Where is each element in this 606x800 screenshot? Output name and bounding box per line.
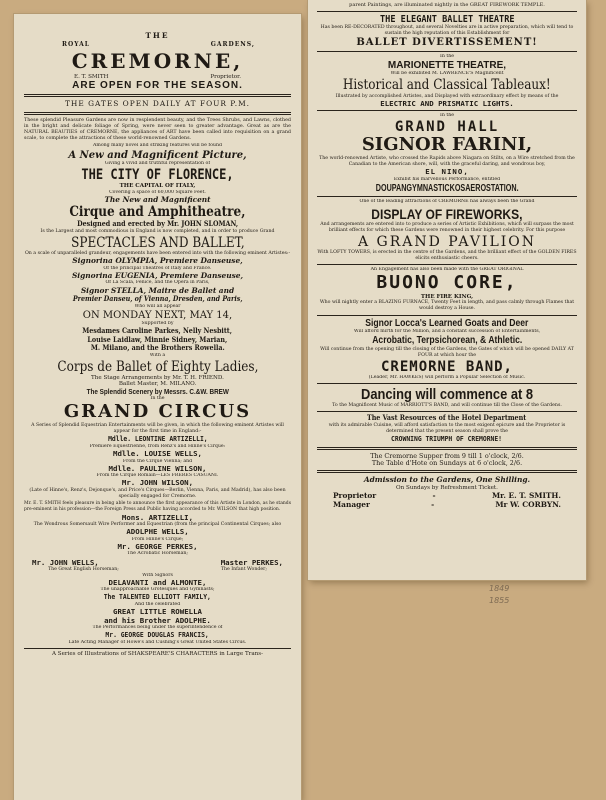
john-wells-subtitle: The Great English Horseman;	[48, 566, 119, 572]
ballet-master: Ballet Master, M. MILANO.	[118, 381, 197, 388]
cremorne-band: CREMORNE BAND,	[380, 358, 513, 375]
giving-line: Giving a vivid and truthful representation of	[104, 161, 211, 167]
ballet-theatre: THE ELEGANT BALLET THEATRE	[379, 13, 515, 25]
in-the-1: In the	[439, 53, 455, 59]
locca-goats: Signor Locca's Learned Goats and Deer	[365, 317, 529, 329]
divider	[317, 51, 577, 52]
cuisine-text: with its admirable Cuisine, will afford satisfaction to the most exigent epicure and the Proprietor is determined that the present season shall prove the	[328, 422, 566, 435]
admission-line: Admission to the Gardens, One Shilling.	[363, 476, 531, 485]
superintendence-line: The Performances being under the superintendence of	[92, 625, 223, 631]
engagement-line: An Engagement has also been made with the GREAT ORIGINAL	[370, 267, 524, 273]
one-of-line: One of the leading attractions of CREMORNE has always been the Grand	[359, 199, 535, 205]
adolphe-subtitle: From Hinne's Cirque;	[131, 536, 184, 542]
gates-open: THE GATES OPEN DAILY AT FOUR P.M.	[64, 100, 251, 109]
eugenia-subtitle: Of La Scala, Fenice, and the Opera in Paris,	[105, 280, 210, 286]
marionette-theatre: MARIONETTE THEATRE,	[387, 59, 507, 71]
master-perkes: Master PERKES,	[220, 557, 283, 567]
redecorated-text: Has been RE-DECORATED throughout, and several Novelties are in active preparation, which will tend to sustain the high reputation of this Establishment for	[320, 25, 574, 37]
leontine: Mdlle. LEONTINE ARTIZELLI,	[107, 435, 208, 444]
designed-by: Designed and erected by Mr. JOHN SLOMAN,	[77, 220, 238, 229]
divider	[317, 411, 577, 412]
royal-label: ROYAL	[62, 40, 90, 48]
locca-subtitle: Will afford mirth for the Million, and a constant succession of Entertainments,	[353, 329, 541, 335]
olympia-subtitle: Of the principal Theatres of Italy and France.	[103, 265, 212, 271]
proprietor-row-label: Proprietor	[333, 491, 377, 501]
vast-resources: The Vast Resources of the Hotel Department	[367, 414, 527, 423]
acrobatic-line: Acrobatic, Terpsichorean, & Athletic.	[371, 335, 523, 347]
grand-hall: GRAND HALL	[394, 119, 500, 136]
divider	[317, 315, 577, 316]
sundays-line: On Sundays by Refreshment Ticket.	[396, 484, 498, 491]
master-perkes-subtitle: The Infant Wonder;	[220, 566, 267, 572]
divider	[317, 383, 577, 384]
new-picture: A New and Magnificent Picture,	[68, 149, 247, 161]
buono-core: BUONO CORE,	[376, 273, 518, 294]
divider	[24, 112, 291, 115]
among-line: Among many novel and striking features will be found	[93, 143, 222, 149]
cirque-amphitheatre: Cirque and Amphitheatre,	[69, 204, 246, 221]
with-signors: With Signors	[142, 572, 173, 578]
gardens-label: GARDENS,	[210, 40, 255, 48]
george-subtitle: The Acrobatic Horseman;	[127, 551, 188, 557]
divider	[317, 196, 577, 197]
covering-line: Covering a space of 60,000 Square Feet.	[109, 189, 206, 195]
manager-dash: -	[431, 500, 435, 510]
john-wells: Mr. JOHN WELLS,	[32, 557, 99, 567]
brother-adolphe: and his Brother ADOLPHE.	[104, 616, 211, 625]
divider	[317, 110, 577, 111]
open-season: ARE OPEN FOR THE SEASON.	[72, 79, 243, 91]
mons-artizelli: Mons. ARTIZELLI,	[121, 513, 194, 522]
city-of-florence: THE CITY OF FLORENCE,	[81, 167, 234, 184]
manager-label: Manager	[333, 500, 370, 510]
proprietor-dash: -	[432, 491, 436, 501]
manager-row	[317, 500, 577, 509]
crowning-triumph: CROWNING TRIUMPH OF CREMORNE!	[391, 435, 503, 444]
towers-text: With LOFTY TOWERS, is erected in the centre of the Gardens, and the brilliant effect of the GOLDEN FIRES elicits enthusiastic cheers.	[317, 249, 577, 262]
handwritten-year-1849: 1849	[489, 584, 510, 593]
leader-line: (Leader, Mr. HAWKES) will perform a Popular Selection of Music.	[368, 374, 526, 380]
series-line: A Series of Splendid Equestrian Entertainments will be given, in which the following eminent Artistes will appear for the first time in England:-	[31, 423, 284, 435]
largest-line: Is the Largest and most commodious in England is now completed, and in order to produce Grand	[40, 228, 275, 234]
divider	[24, 94, 291, 97]
proprietor-row	[317, 491, 577, 500]
leontine-subtitle: Premiere Equestrienne, from Renz's and Hinne's Cirque:	[89, 443, 226, 449]
proprietor-name: E. T. SMITH	[74, 73, 109, 80]
display-fireworks: DISPLAY OF FIREWORKS,	[371, 205, 523, 222]
delavanti-subtitle: The unapproachable Grotesques and Gymnasts;	[100, 587, 215, 593]
cast-line-1: Mesdames Caroline Parkes, Nelly Nesbitt,	[82, 327, 233, 336]
continue-text: Will continue from the opening till the closing of the Gardens, the Gates of which will be opened DAILY AT FOUR at which hour the	[320, 346, 574, 358]
doupang-title: DOUPANGYMNASTICKOSAEROSTATION.	[375, 182, 519, 194]
table-dhote-line: The Table d'Hote on Sundays at 6 o'clock, 2/6.	[371, 460, 523, 468]
corps-de-ballet: Corps de Ballet of Eighty Ladies,	[56, 358, 259, 375]
cast-line-2: Louise Laidlaw, Minnie Sidney, Marian,	[87, 335, 228, 344]
wells-perkes-row	[24, 558, 291, 567]
the-heading: THE	[145, 32, 170, 40]
smith-note: Mr. E. T. SMITH feels pleasure in being able to announce the first appearance of this Artiste in London, as he stands pre-eminent in his profession—the Foreign Press and Public having accorded to Mr. WILSON that high position.	[24, 500, 291, 512]
artiste-stella: Signor STELLA, Maitre de Ballet and	[80, 286, 235, 295]
arrangements-text: And arrangements are entered into to produce a series of Artistic Exhibitions, which will surpass the most brilliant effects for which these Gardens were renowned in their highest celebrity. For this purpose	[320, 221, 574, 233]
elliott-family: The TALENTED ELLIOTT FAMILY,	[103, 593, 212, 602]
manager-name: Mr W. CORBYN.	[495, 500, 561, 510]
with-a: With a	[149, 352, 166, 358]
pauline-subtitle: From the Cirque Romain—LES FRERES CASUANI.	[96, 473, 219, 479]
exhibited-line: Will be exhibited M. LAWRENCE'S Magnificent	[390, 71, 504, 77]
artiste-olympia: Signorina OLYMPIA, Premiere Danseuse,	[72, 257, 243, 266]
marriott-text: To the Magnificent Music of MARRIOTT'S BAND, and will continue till the Close of the Gardens.	[332, 403, 562, 409]
left-playbill	[14, 14, 301, 800]
supper-line: The Cremorne Supper from 9 till 1 o'clock, 2/6.	[370, 452, 524, 460]
continued-top: parent Paintings, are illuminated nightly in the GREAT FIREWORK TEMPLE.	[349, 2, 545, 8]
electric-lights: ELECTRIC AND PRISMATIC LIGHTS.	[380, 99, 514, 108]
signor-farini: SIGNOR FARINI,	[361, 135, 533, 156]
celebrated-line: And the celebrated	[134, 601, 181, 607]
exhibit-line: Exhibit his marvellous Performance, entitled	[393, 176, 501, 182]
stage-arrangements: The Stage Arrangements by Mr. T. H. FRIEND.	[91, 375, 224, 381]
intro-paragraph: These splendid Pleasure Gardens are now in resplendent beauty, and the Trees Shrubs, and Lawns, clothed in the bright and delicate foliage of Spring, were never seen to greater advantage. Great as are the NATURAL BEAUTIES of CREMORNE, the appliances of ART have been called into requisition on a grand scale, to complete the attractions of these world-renowned Gardens.	[24, 117, 291, 142]
in-the: In the	[150, 396, 165, 402]
appear-line: Who will all appear	[134, 303, 181, 309]
scale-line: On a scale of unparalleled grandeur, engagements have been entered into with the following eminent Artistes:-	[24, 251, 291, 257]
illustrated-line: Illustrated by accomplished Artistes, and Displayed with extraordinary effect by means of the	[335, 93, 559, 99]
right-playbill	[308, 0, 586, 580]
royal-gardens-line	[24, 41, 291, 48]
john-wilson: Mr. JOHN WILSON,	[121, 479, 194, 488]
el-nino: EL NINO,	[425, 168, 469, 177]
delavanti-almonte: DELAVANTI and ALMONTE,	[108, 578, 207, 587]
splendid-scenery: The Splendid Scenery by Messrs. C.&W. BREW	[86, 387, 229, 396]
farini-subtitle: The world-renowned Artiste, who crossed the Rapids above Niagara on Stilts, on a Wire stretched from the Canadian to the American shore, will, with the graceful daring, and wondrous boy,	[319, 156, 575, 168]
capital-of-italy: THE CAPITAL OF ITALY,	[119, 183, 196, 190]
divider	[317, 447, 577, 450]
furnace-text: Who will nightly enter a BLAZING FURNACE, Twenty Feet in length, and pass calmly through Flames that would destroy a House.	[319, 300, 575, 312]
grand-pavilion: A GRAND PAVILION	[357, 233, 537, 250]
divider	[317, 264, 577, 265]
douglas-francis: Mr. GEORGE DOUGLAS FRANCIS,	[105, 631, 210, 640]
divider	[317, 11, 577, 12]
louise-wells: Mdlle. LOUISE WELLS,	[113, 450, 202, 458]
divider	[24, 648, 291, 649]
spectacles-ballet: SPECTACLES AND BALLET,	[70, 235, 245, 252]
handwritten-year-1855: 1855	[489, 596, 510, 605]
proprietor-label: Proprietor.	[210, 73, 241, 80]
supported-by: Supported by	[141, 321, 174, 327]
tableaux: Historical and Classical Tableaux!	[343, 77, 551, 94]
cremorne-title: CREMORNE,	[71, 49, 244, 73]
divider	[317, 470, 577, 473]
george-perkes: Mr. GEORGE PERKES,	[117, 542, 198, 551]
new-magnificent: The New and Magnificent	[104, 195, 211, 204]
artiste-eugenia: Signorina EUGENIA, Premiere Danseuse,	[71, 271, 244, 280]
pauline-wilson: Mdlle. PAULINE WILSON,	[108, 464, 207, 473]
shakespeare-line: A Series of Illustrations of SHAKSPEARE'S CHARACTERS in Large Trans-	[51, 650, 264, 657]
adolphe-wells: ADOLPHE WELLS,	[126, 528, 189, 537]
mons-subtitle: The Wondrous Somersault Wire Performer and Equestrian (from the principal Continental Cirques; also	[33, 522, 282, 528]
dancing-line: Dancing will commence at 8	[360, 386, 534, 404]
louise-subtitle: From the Cirque Vienna; and	[122, 458, 193, 464]
little-rowella: GREAT LITTLE ROWELLA	[113, 608, 202, 617]
in-the-2: In the	[439, 113, 455, 119]
douglas-subtitle: Late Acting Manager of Howe's and Cushing's Great United States Circus.	[68, 639, 247, 645]
wilson-subtitle: (Late of Hinne's, Renz's, Dejonque's, and Price's Cirques—Berlin, Vienna, Paris, and Madrid), has also been specially engaged for Cremorne.	[29, 487, 286, 499]
grand-circus: GRAND CIRCUS	[63, 402, 252, 423]
fire-king: THE FIRE KING,	[420, 293, 474, 300]
monday-next: ON MONDAY NEXT, MAY 14,	[82, 309, 233, 321]
cast-line-3: M. Milano, and the Brothers Rowella.	[90, 344, 225, 353]
stella-line2: Premier Danseu, of Vienna, Dresden, and Paris,	[72, 295, 243, 304]
proprietor-row-name: Mr. E. T. SMITH.	[491, 491, 561, 501]
ballet-divertissement: BALLET DIVERTISSEMENT!	[356, 37, 538, 49]
